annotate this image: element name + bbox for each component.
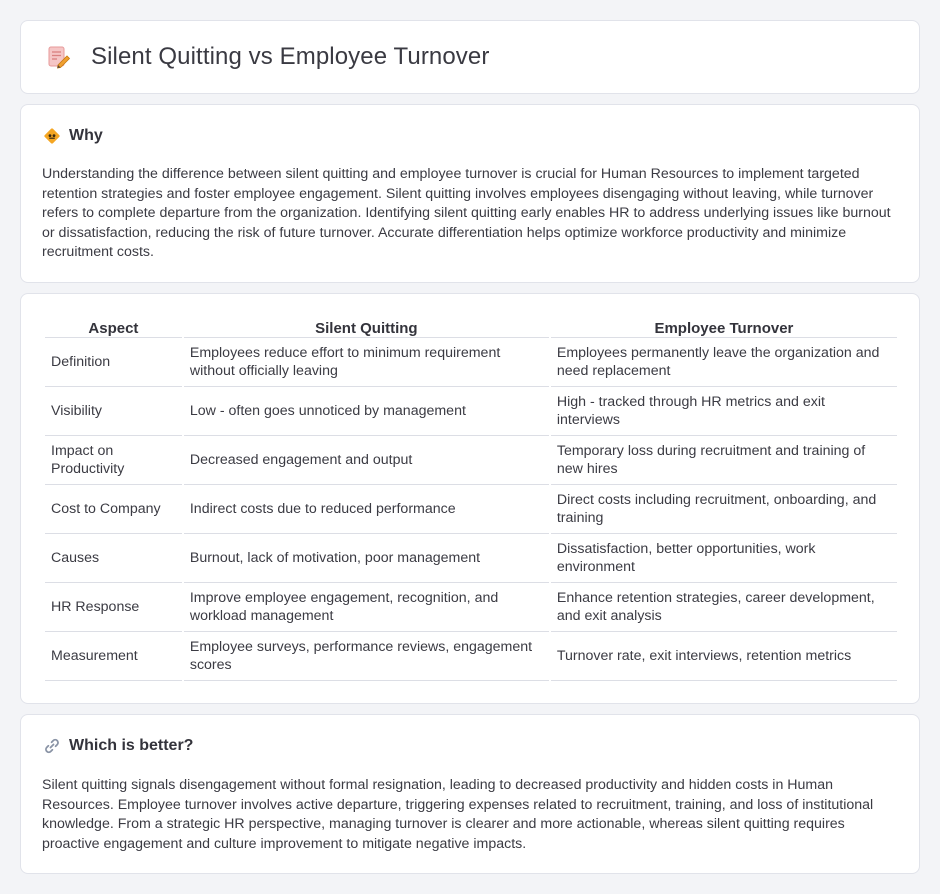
header-silent-quitting: Silent Quitting (184, 316, 549, 338)
table-header-row (45, 316, 897, 338)
why-section (20, 104, 920, 283)
header-employee-turnover: Employee Turnover (551, 316, 897, 338)
row-aspect: Definition (45, 338, 182, 387)
comparison-table (43, 316, 899, 681)
row-aspect: Impact on Productivity (45, 436, 182, 485)
row-employee-turnover: Employees permanently leave the organization and need replacement (551, 338, 897, 387)
row-employee-turnover: Dissatisfaction, better opportunities, work environment (551, 534, 897, 583)
table-row (45, 632, 897, 681)
page-title: Silent Quitting vs Employee Turnover (91, 43, 490, 70)
row-silent-quitting: Employees reduce effort to minimum requirement without officially leaving (184, 338, 549, 387)
row-employee-turnover: Direct costs including recruitment, onboarding, and training (551, 485, 897, 534)
why-text: Understanding the difference between silent quitting and employee turnover is crucial for Human Resources to implement targeted retention strategies and foster employee engagement. Silent quitting involves employees disengaging without leaving, while turnover refers to complete departure from the organization. Identifying silent quitting early enables HR to address underlying issues like burnout or dissatisfaction, reducing the risk of future turnover. Accurate differentiation helps optimize workforce productivity and minimize recruitment costs. (42, 166, 891, 261)
row-aspect: Measurement (45, 632, 182, 681)
link-icon (43, 737, 61, 755)
row-silent-quitting: Decreased engagement and output (184, 436, 549, 485)
table-row (45, 436, 897, 485)
title-card (20, 20, 920, 94)
row-silent-quitting: Employee surveys, performance reviews, engagement scores (184, 632, 549, 681)
document-pencil-icon (45, 44, 71, 70)
row-aspect: Causes (45, 534, 182, 583)
comparison-section (20, 293, 920, 704)
title-row (45, 43, 489, 71)
row-silent-quitting: Low - often goes unnoticed by management (184, 387, 549, 436)
row-silent-quitting: Improve employee engagement, recognition, and workload management (184, 583, 549, 632)
header-aspect: Aspect (45, 316, 182, 338)
table-row (45, 583, 897, 632)
row-employee-turnover: Turnover rate, exit interviews, retention metrics (551, 632, 897, 681)
row-aspect: HR Response (45, 583, 182, 632)
row-employee-turnover: Temporary loss during recruitment and training of new hires (551, 436, 897, 485)
row-aspect: Cost to Company (45, 485, 182, 534)
table-row (45, 534, 897, 583)
better-title: Which is better? (69, 737, 194, 754)
which-is-better-section (20, 714, 920, 874)
row-silent-quitting: Indirect costs due to reduced performance (184, 485, 549, 534)
row-silent-quitting: Burnout, lack of motivation, poor management (184, 534, 549, 583)
row-employee-turnover: High - tracked through HR metrics and exit interviews (551, 387, 897, 436)
why-heading (43, 127, 103, 145)
table-row (45, 338, 897, 387)
better-heading (43, 737, 193, 755)
table-row (45, 387, 897, 436)
row-aspect: Visibility (45, 387, 182, 436)
diamond-warning-icon (43, 127, 61, 145)
better-text: Silent quitting signals disengagement without formal resignation, leading to decreased productivity and hidden costs in Human Resources. Employee turnover involves active departure, triggering expenses related to recruitment, training, and loss of institutional knowledge. From a strategic HR perspective, managing turnover is clearer and more actionable, whereas silent quitting requires proactive engagement and culture improvement to mitigate negative impacts. (42, 777, 874, 852)
why-title: Why (69, 127, 103, 144)
row-employee-turnover: Enhance retention strategies, career development, and exit analysis (551, 583, 897, 632)
table-row (45, 485, 897, 534)
